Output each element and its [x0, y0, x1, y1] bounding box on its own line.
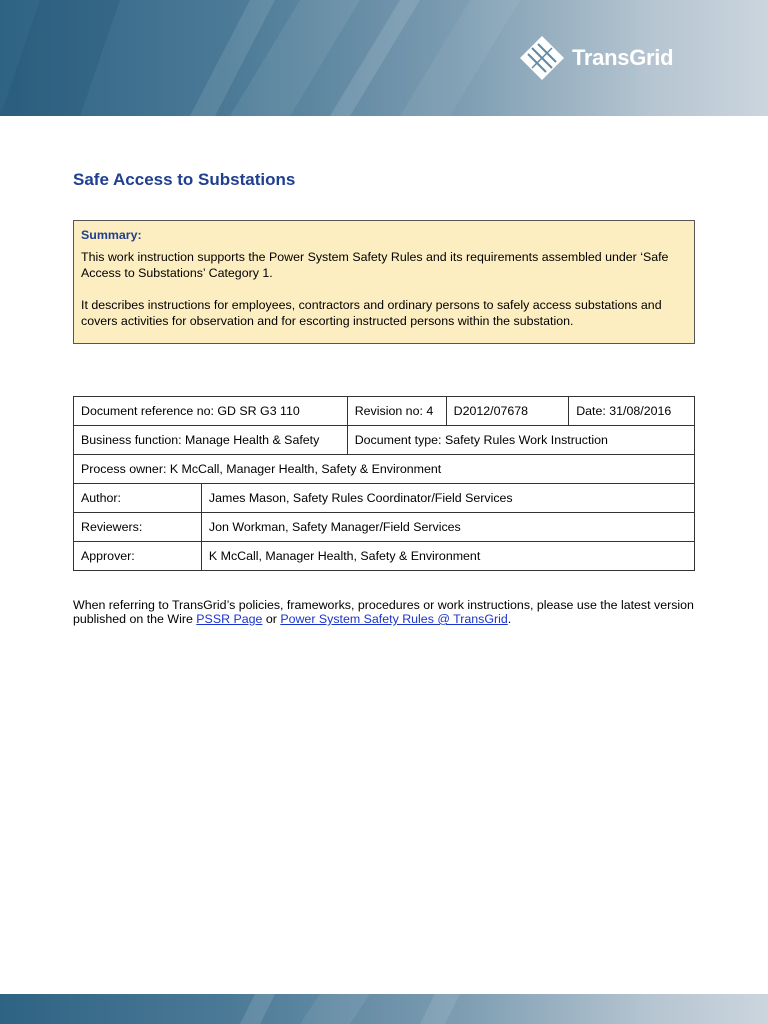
power-system-safety-rules-link[interactable]: Power System Safety Rules @ TransGrid: [280, 612, 508, 626]
document-title: Safe Access to Substations: [73, 170, 296, 189]
footer-text-end: .: [507, 612, 512, 626]
transgrid-logo: [518, 34, 673, 82]
table-row: [74, 542, 695, 571]
footer-note: [73, 598, 713, 626]
summary-paragraph-1: This work instruction supports the Power System Safety Rules and its requirements assembled under ‘Safe Access to Substations’ Category 1.: [81, 250, 669, 280]
pssr-page-link[interactable]: PSSR Page: [196, 612, 263, 626]
footer-text-between: or: [262, 612, 281, 626]
footer-stripes: [0, 994, 768, 1024]
footer-text: When referring to TransGrid’s policies, frameworks, procedures or work instructions, please use the latest version published on the Wire: [73, 598, 694, 626]
table-row: [74, 426, 695, 455]
author-value: James Mason, Safety Rules Coordinator/Field Services: [201, 484, 694, 513]
approver-label: Approver:: [74, 542, 202, 571]
document-type-cell: Document type: Safety Rules Work Instruction: [347, 426, 694, 455]
transgrid-diamond-icon: [518, 34, 566, 82]
table-row: [74, 513, 695, 542]
document-metadata-table: [73, 396, 695, 571]
header-banner: [0, 0, 768, 116]
summary-heading: Summary:: [81, 228, 142, 242]
reviewers-label: Reviewers:: [74, 513, 202, 542]
business-function-cell: Business function: Manage Health & Safety: [74, 426, 348, 455]
table-row: [74, 484, 695, 513]
summary-paragraph-2: It describes instructions for employees, contractors and ordinary persons to safely access substations and covers activities for observation and for escorting instructed persons within the substation.: [81, 298, 662, 328]
summary-box: [73, 220, 695, 344]
reviewers-value: Jon Workman, Safety Manager/Field Services: [201, 513, 694, 542]
table-row: [74, 397, 695, 426]
table-row: [74, 455, 695, 484]
approver-value: K McCall, Manager Health, Safety & Environment: [201, 542, 694, 571]
doc-reference-cell: Document reference no: GD SR G3 110: [74, 397, 348, 426]
revision-cell: Revision no: 4: [347, 397, 446, 426]
date-cell: Date: 31/08/2016: [569, 397, 695, 426]
author-label: Author:: [74, 484, 202, 513]
footer-banner: [0, 994, 768, 1024]
logo-text: TransGrid: [572, 45, 674, 70]
record-number-cell: D2012/07678: [446, 397, 569, 426]
process-owner-cell: Process owner: K McCall, Manager Health, Safety & Environment: [74, 455, 695, 484]
